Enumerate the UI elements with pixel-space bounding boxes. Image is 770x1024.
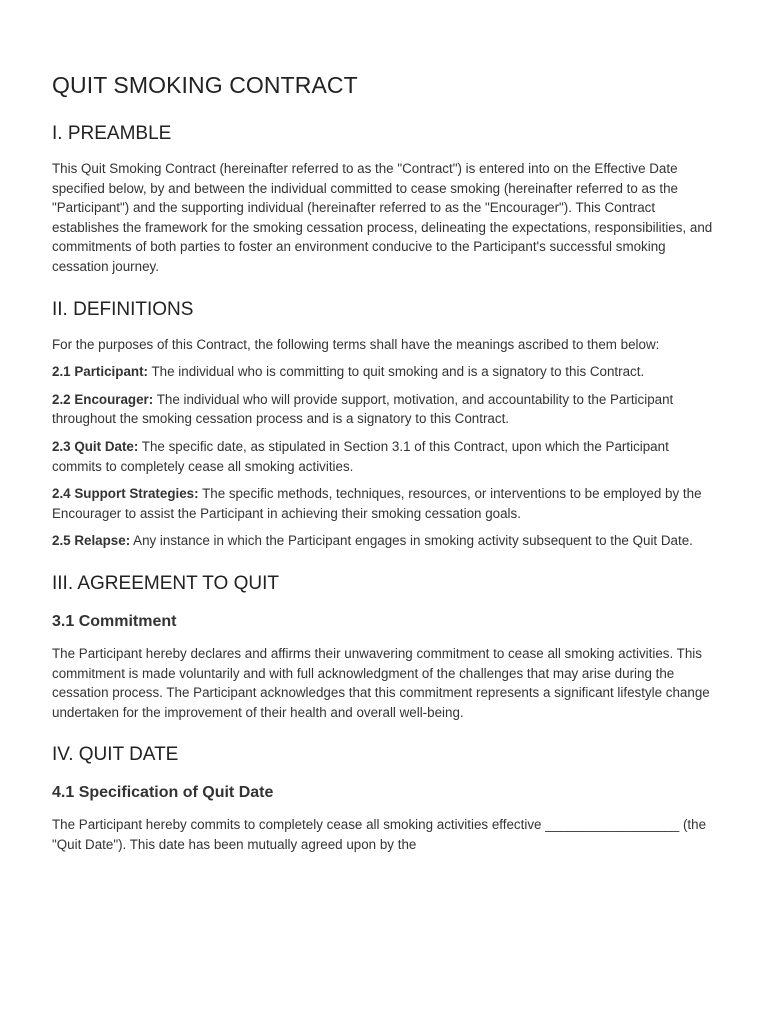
agreement-section <box>52 573 718 722</box>
quit-date-section <box>52 744 718 854</box>
definition-item <box>52 531 718 551</box>
definition-text: The individual who is committing to quit smoking and is a signatory to this Contract. <box>148 364 645 380</box>
definitions-heading: II. DEFINITIONS <box>52 298 194 320</box>
quit-date-subheading: 4.1 Specification of Quit Date <box>52 784 274 802</box>
definition-term: 2.3 Quit Date: <box>52 438 139 454</box>
definition-item <box>52 437 718 476</box>
definition-item <box>52 362 718 382</box>
commitment-text: The Participant hereby declares and affirms their unwavering commitment to cease all smoking activities. This commitment is made voluntarily and with full acknowledgment of the challenges that may arise during the cessation process. The Participant acknowledges that this commitment represents a significant lifestyle change undertaken for the improvement of their health and overall well-being. <box>52 645 710 720</box>
definition-text: Any instance in which the Participant engages in smoking activity subsequent to the Quit Date. <box>130 533 693 549</box>
definition-term: 2.4 Support Strategies: <box>52 486 199 502</box>
definition-term: 2.5 Relapse: <box>52 533 131 549</box>
definition-term: 2.1 Participant: <box>52 364 148 380</box>
definition-term: 2.2 Encourager: <box>52 391 154 407</box>
definition-item <box>52 390 718 429</box>
definitions-intro: For the purposes of this Contract, the following terms shall have the meanings ascribed to them below: <box>52 336 660 352</box>
preamble-section <box>52 123 718 277</box>
preamble-text: This Quit Smoking Contract (hereinafter referred to as the "Contract") is entered into on the Effective Date specified below, by and between the individual committed to cease smoking (hereinafter referred to as the "Participant") and the supporting individual (hereinafter referred to as the "Encourager"). This Contract establishes the framework for the smoking cessation process, delineating the expectations, responsibilities, and commitments of both parties to foster an environment conducive to the Participant's successful smoking cessation journey. <box>52 161 713 274</box>
quit-date-heading: IV. QUIT DATE <box>52 744 179 766</box>
definition-text: The specific date, as stipulated in Section 3.1 of this Contract, upon which the Participant commits to completely cease all smoking activities. <box>52 438 669 474</box>
agreement-heading: III. AGREEMENT TO QUIT <box>52 572 279 594</box>
commitment-subheading: 3.1 Commitment <box>52 612 177 630</box>
definition-item <box>52 484 718 523</box>
definition-text: The individual who will provide support, motivation, and accountability to the Participant throughout the smoking cessation process and is a signatory to this Contract. <box>52 391 674 427</box>
document-title: QUIT SMOKING CONTRACT <box>52 72 358 98</box>
preamble-heading: I. PREAMBLE <box>52 123 172 144</box>
quit-date-text: The Participant hereby commits to completely cease all smoking activities effective __________________ (the "Quit Date"). This date has been mutually agreed upon by the <box>52 817 707 852</box>
definitions-section <box>52 299 718 551</box>
definition-text: The specific methods, techniques, resources, or interventions to be employed by the Encourager to assist the Participant in achieving their smoking cessation goals. <box>52 486 702 521</box>
